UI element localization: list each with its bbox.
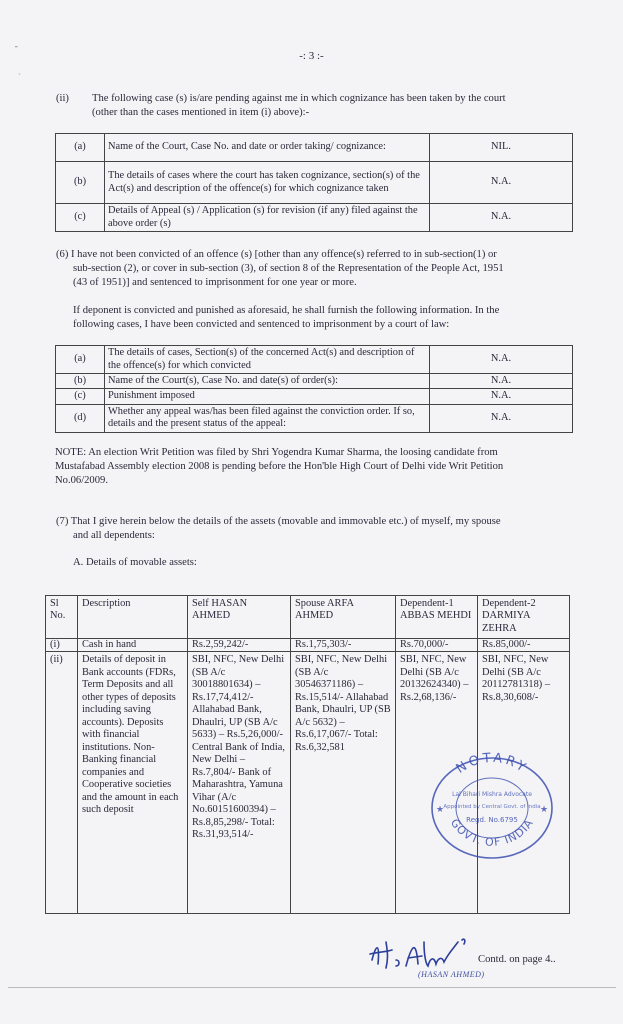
row-value: NIL.: [430, 134, 573, 162]
header-spouse: Spouse ARFA AHMED: [291, 596, 396, 639]
section-7-line2: and all dependents:: [73, 529, 155, 541]
note-line2: Mustafabad Assembly election 2008 is pending before the Hon'ble High Court of Delhi vide Writ Petition: [55, 460, 504, 472]
cell-self: Rs.2,59,242/-: [188, 639, 291, 652]
section-7-text: [56, 515, 576, 543]
table-row: [56, 134, 573, 162]
cell-description: Details of deposit in Bank accounts (FDRs, Term Deposits and all other types of deposits including saving accounts). Deposits with financial institutions. Non-Banking financial companies and Cooperative societies and the amount in each such deposit: [78, 652, 188, 914]
table-row: [56, 346, 573, 374]
section-6-line1: (6) I have not been convicted of an offence (s) [other than any offence(s) referred to in sub-section(1) or: [56, 249, 497, 260]
row-value: N.A.: [430, 389, 573, 404]
section-ii-number: (ii): [56, 93, 69, 104]
pending-cases-table: [55, 133, 573, 232]
row-id: (b): [56, 162, 105, 204]
svg-text:NOTARY: NOTARY: [453, 752, 531, 777]
deponent-text: [73, 304, 576, 332]
header-sl: Sl No.: [46, 596, 78, 639]
row-id: (c): [56, 389, 105, 404]
cell-sl: (i): [46, 639, 78, 652]
row-desc: Name of the Court, Case No. and date or order taking/ cognizance:: [105, 134, 430, 162]
table-row: [46, 639, 570, 652]
section-ii-line2: (other than the cases mentioned in item (i) above):-: [92, 106, 310, 118]
signatory-printed-name: (HASAN AHMED): [418, 970, 485, 979]
section-6-text: [56, 248, 576, 289]
note-line3: No.06/2009.: [55, 474, 108, 486]
cell-description: Cash in hand: [78, 639, 188, 652]
row-id: (d): [56, 404, 105, 432]
deponent-line1: If deponent is convicted and punished as aforesaid, he shall furnish the following information. In the: [73, 305, 500, 316]
row-value: N.A.: [430, 404, 573, 432]
row-desc: The details of cases where the court has taken cognizance, section(s) of the Act(s) and description of the offence(s) for which cognizance taken: [105, 162, 430, 204]
cell-self: SBI, NFC, New Delhi (SB A/c 30018801634) – Rs.17,74,412/- Allahabad Bank, Dhaulri, UP (SB A/c 5633) – Rs.5,26,000/- Central Bank of India, New Delhi – Rs.7,804/- Bank of Maharashtra, Yamuna Vihar (A/c No.60151600394) – Rs.8,85,298/- Total: Rs.31,93,514/-: [188, 652, 291, 914]
table-row: [56, 404, 573, 432]
movable-assets-heading: A. Details of movable assets:: [73, 557, 197, 568]
header-dependent-1: Dependent-1 ABBAS MEHDI: [396, 596, 478, 639]
svg-text:Regd. No.6795: Regd. No.6795: [466, 816, 518, 824]
table-row: [56, 162, 573, 204]
row-desc: The details of cases, Section(s) of the concerned Act(s) and description of the offence(s) for which convicted: [105, 346, 430, 374]
row-desc: Name of the Court(s), Case No. and date(s) of order(s):: [105, 374, 430, 389]
table-row: [56, 374, 573, 389]
section-ii-line1: The following case (s) is/are pending against me in which cognizance has been taken by the court: [92, 93, 506, 104]
section-6-line3: (43 of 1951)] and sentenced to imprisonment for one year or more.: [73, 276, 357, 288]
continued-note: Contd. on page 4..: [478, 954, 556, 965]
row-desc: Details of Appeal (s) / Application (s) for revision (if any) filed against the above order (s): [105, 204, 430, 232]
row-value: N.A.: [430, 162, 573, 204]
header-dependent-2: Dependent-2 DARMIYA ZEHRA: [478, 596, 570, 639]
notary-stamp: [428, 752, 556, 860]
margin-mark: ⁃: [14, 42, 19, 52]
section-6-line2: sub-section (2), or cover in sub-section (3), of section 8 of the Representation of the People Act, 1951: [73, 262, 504, 274]
note-line1: NOTE: An election Writ Petition was filed by Shri Yogendra Kumar Sharma, the loosing candidate from: [55, 447, 498, 458]
row-id: (c): [56, 204, 105, 232]
section-ii-text: [92, 92, 582, 120]
cell-spouse: Rs.1,75,303/-: [291, 639, 396, 652]
cell-dependent-1: SBI, NFC, New Delhi (SB A/c 20132624340) – Rs.2,68,136/-: [396, 652, 478, 914]
svg-text:Lal Bihari Mishra Advocate: Lal Bihari Mishra Advocate: [452, 791, 532, 798]
notary-seal-icon: [428, 752, 556, 860]
svg-text:★: ★: [540, 805, 549, 815]
row-desc: Whether any appeal was/has been filed against the conviction order. If so, details and the present status of the appeal:: [105, 404, 430, 432]
page-bottom-divider: [8, 987, 616, 988]
row-value: N.A.: [430, 204, 573, 232]
section-7-line1: (7) That I give herein below the details of the assets (movable and immovable etc.) of myself, my spouse: [56, 516, 501, 527]
table-row: [56, 389, 573, 404]
row-value: N.A.: [430, 346, 573, 374]
cell-spouse: SBI, NFC, New Delhi (SB A/c 30546371186) – Rs.15,514/- Allahabad Bank, Dhaulri, UP (SB A/c 5632) – Rs.6,17,067/- Total: Rs.6,32,581: [291, 652, 396, 914]
table-row: [56, 204, 573, 232]
page-number: -: 3 :-: [299, 50, 324, 62]
row-id: (a): [56, 134, 105, 162]
deponent-line2: following cases, I have been convicted and sentenced to imprisonment by a court of law:: [73, 318, 450, 330]
margin-mark: ˋ: [18, 72, 21, 82]
row-id: (a): [56, 346, 105, 374]
cell-sl: (ii): [46, 652, 78, 914]
header-self: Self HASAN AHMED: [188, 596, 291, 639]
convictions-table: [55, 345, 573, 433]
svg-text:GOVT. OF INDIA: GOVT. OF INDIA: [447, 816, 537, 849]
cell-dependent-2: Rs.85,000/-: [478, 639, 570, 652]
row-id: (b): [56, 374, 105, 389]
row-desc: Punishment imposed: [105, 389, 430, 404]
cell-dependent-2: SBI, NFC, New Delhi (SB A/c 20112781318) – Rs.8,30,608/-: [478, 652, 570, 914]
note: [55, 446, 575, 487]
cell-dependent-1: Rs.70,000/-: [396, 639, 478, 652]
header-description: Description: [78, 596, 188, 639]
svg-text:Appointed by Central Govt. of: Appointed by Central Govt. of India: [443, 804, 541, 810]
table-header-row: [46, 596, 570, 639]
svg-text:★: ★: [436, 805, 445, 815]
row-value: N.A.: [430, 374, 573, 389]
